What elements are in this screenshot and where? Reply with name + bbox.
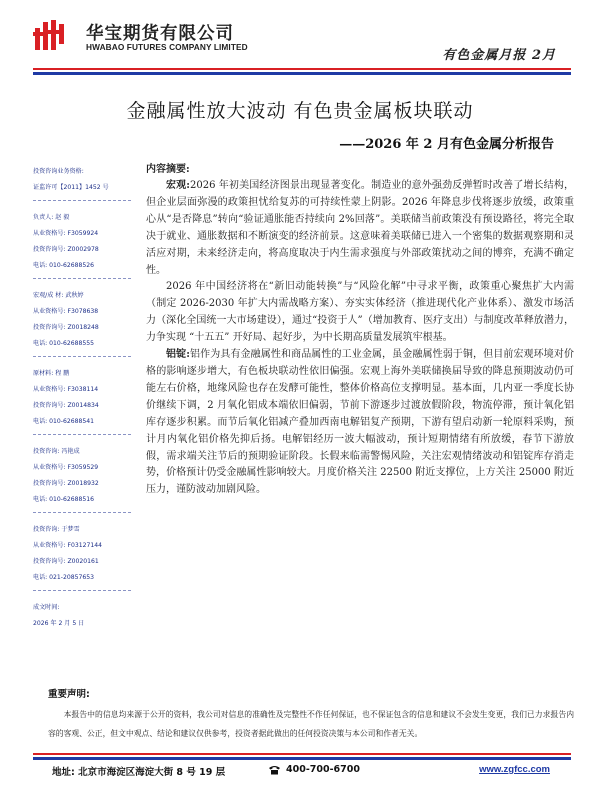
footer-phone: [268, 764, 360, 775]
divider: [33, 200, 131, 201]
report-type: 有色金属月报 2月: [442, 48, 556, 63]
analyst-practice-no: 从业资格号: F3059924: [33, 230, 99, 237]
report-title: 金融属性放大波动 有色贵金属板块联动: [126, 100, 474, 122]
analyst-consult-no: 投资咨询号: Z0018248: [33, 324, 99, 331]
disclaimer-text: 本报告中的信息均来源于公开的资料，我公司对信息的准确性及完整性不作任何保证，也不保证包含的信息和建议不会发生变更，我们已力求报告内容的客观、公正，但文中观点、结论和建议仅供参考，投资者据此做出的任何投资决策与本公司和作者无关。: [48, 710, 574, 738]
header-rule-red: [33, 68, 571, 70]
analyst-practice-no: 从业资格号: F3078638: [33, 308, 99, 315]
macro-paragraph: [146, 178, 574, 279]
analyst-name: 投资咨询: 于梦雪: [33, 526, 80, 533]
analyst-phone: 电话: 010-62688541: [33, 418, 95, 425]
analyst-consult-no: 投资咨询号: Z0018932: [33, 480, 99, 487]
divider: [33, 278, 131, 279]
analyst-consult-no: 投资咨询号: Z0020161: [33, 558, 99, 565]
macro-text: 2026 年初美国经济图景出现显著变化。制造业的意外强劲反弹暂时改善了增长结构，但企业层面弥漫的政策担忧给复苏的可持续性蒙上阴影。2026 年降息步伐将逐步放缓，政策重心从“是否降息”转向“验证通胀能否持续向 2%回落”。美联储当前政策没有预设路径，将完全取决于就业、通胀数据和不断演变的经济前景。这意味着美联储已进入一个密集的数据观察期和灵活应对期，未来经济走向，将高度取决于内生需求强度与外部政策扰动之间的博弈，充满不确定性。: [146, 180, 574, 276]
summary-section: [146, 160, 574, 499]
analyst-name: 负责人: 赵 毅: [33, 214, 70, 221]
footer-rule-red: [33, 753, 571, 755]
analyst-practice-no: 从业资格号: F03127144: [33, 542, 102, 549]
analyst-practice-no: 从业资格号: F3059529: [33, 464, 99, 471]
analyst-phone: 电话: 010-62688516: [33, 496, 95, 503]
aluminum-label: 铝锭:: [166, 349, 190, 361]
date-value: 2026 年 2 月 5 日: [33, 620, 85, 627]
footer-website-link[interactable]: www.zgfcc.com: [479, 764, 550, 775]
summary-heading: 内容摘要:: [146, 164, 190, 175]
china-paragraph: [146, 279, 574, 347]
analyst-name: 投资咨询: 冯艳成: [33, 448, 80, 455]
aluminum-text: 铝作为具有金融属性和商品属性的工业金属，虽金融属性弱于铜，但目前宏观环境对价格的影响逐步增大，有色板块联动性依旧偏强。宏观上海外美联储换届导致的降息预期波动仍可能左右价格，地缘风险也存在发酵可能性，整体价格高位支撑明显。基本面，几内亚一季度长协价继续下调，2 月氧化铝成本端依旧偏弱，节前下游逐步过渡放假阶段，物流停滞，预计氧化铝库存逐步积累。而节后氧化铝减产叠加西南电解铝复产预期，下游有望启动新一轮原料采购，预计月内氧化铝价格先抑后扬。电解铝经历一波大幅波动，预计短期情绪有所放缓，春节下游放假，需求端关注节后的预期验证阶段。长假来临需警惕风险，关注宏观情绪波动和铝锭库存消走势，价格预计仍受金融属性影响较大。月度价格关注 22500 附近支撑位，上方关注 25000 附近压力，谨防波动加剧风险。: [146, 349, 574, 496]
analyst-consult-no: 投资咨询号: Z0002978: [33, 246, 99, 253]
footer-rule-blue: [33, 757, 571, 760]
analyst-phone: 电话: 010-62688555: [33, 340, 95, 347]
analyst-practice-no: 从业资格号: F3038114: [33, 386, 99, 393]
analyst-consult-no: 投资咨询号: Z0014834: [33, 402, 99, 409]
disclaimer-heading: 重要声明:: [48, 689, 90, 700]
analyst-phone: 电话: 021-20857653: [33, 574, 95, 581]
header-rule-blue: [33, 72, 571, 75]
report-subtitle: ——2026 年 2 月有色金属分析报告: [339, 137, 554, 152]
footer-phone-number: 400-700-6700: [286, 764, 360, 775]
analyst-name: 原材料: 程 鹏: [33, 370, 70, 377]
qualification-value: 证监许可【2011】1452 号: [33, 184, 109, 191]
company-name-cn: 华宝期货有限公司: [86, 24, 234, 44]
company-name-en: HWABAO FUTURES COMPANY LIMITED: [86, 42, 248, 52]
divider: [33, 590, 131, 591]
footer-address: 地址: 北京市海淀区海淀大街 8 号 19 层: [52, 767, 226, 778]
analyst-phone: 电话: 010-62688526: [33, 262, 95, 269]
divider: [33, 512, 131, 513]
analyst-name: 宏观/成 材: 武秋婷: [33, 292, 84, 299]
hwabao-logo-icon: [33, 18, 67, 52]
date-label: 成文时间:: [33, 604, 60, 611]
aluminum-paragraph: [146, 347, 574, 499]
qualification-label: 投资咨询业务资格:: [33, 168, 84, 175]
macro-label: 宏观:: [166, 180, 190, 191]
divider: [33, 434, 131, 435]
china-text: 2026 年中国经济将在“新旧动能转换”与“风险化解”中寻求平衡，政策重心聚焦扩大内需（制定 2026-2030 年扩大内需战略方案）、夯实实体经济（推进现代化产业体系）、激发市场活力（深化全国统一大市场建设），通过“投资于人”（增加教育、医疗支出）与制度改革释放潜力，力争实现 “十五五” 开好局、起好步，为中长期高质量发展筑牢根基。: [146, 281, 574, 344]
divider: [33, 356, 131, 357]
phone-icon: [268, 765, 281, 775]
